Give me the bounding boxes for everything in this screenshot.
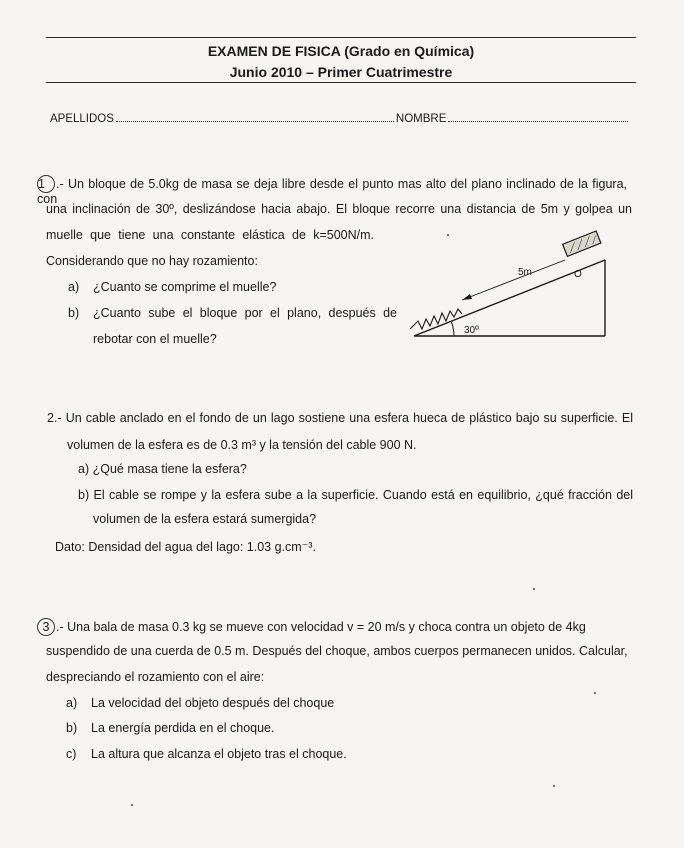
q1-line-1: 1 .- Un bloque de 5.0kg de masa se deja libre desde el punto mas alto del plano inclinado de la figura, con <box>37 177 627 206</box>
q2-line-2: volumen de la esfera es de 0.3 m³ y la tensión del cable 900 N. <box>67 438 417 452</box>
q3-line-3: despreciando el rozamiento con el aire: <box>46 670 265 684</box>
q3-line-1: 3 .- Una bala de masa 0.3 kg se mueve con velocidad v = 20 m/s y choca contra un objeto de 4kg <box>37 618 586 636</box>
scan-speck <box>553 785 555 787</box>
q3-number: 3 <box>37 618 55 636</box>
name-field[interactable] <box>448 120 628 122</box>
name-label: NOMBRE <box>395 113 447 125</box>
spring <box>410 309 462 329</box>
q3-c-marker: c) <box>66 747 77 761</box>
scan-speck <box>131 804 133 806</box>
q3-c-text: La altura que alcanza el objeto tras el choque. <box>91 747 347 761</box>
block <box>563 231 601 256</box>
q3-b-text: La energía perdida en el choque. <box>91 721 275 735</box>
q2-b-text-1: b) El cable se rompe y la esfera sube a la superficie. Cuando está en equilibrio, ¿qué fracción del <box>78 488 633 502</box>
header-top-rule <box>46 37 636 38</box>
q1-number: 1 <box>37 175 55 193</box>
surname-field[interactable] <box>116 120 394 122</box>
exam-subtitle: Junio 2010 – Primer Cuatrimestre <box>229 64 453 80</box>
q2-a-text: a) ¿Qué masa tiene la esfera? <box>78 462 247 476</box>
angle-arc <box>451 321 454 336</box>
inclined-plane-figure <box>400 225 615 350</box>
q3-a-marker: a) <box>66 696 78 710</box>
q1-b-marker: b) <box>68 306 80 320</box>
q1-line-4: Considerando que no hay rozamiento: <box>46 254 258 268</box>
surname-label: APELLIDOS <box>50 113 114 125</box>
q3-b-marker: b) <box>66 721 78 735</box>
scan-speck <box>594 692 596 694</box>
q1-a-marker: a) <box>68 280 80 294</box>
q2-data-note: Dato: Densidad del agua del lago: 1.03 g.cm⁻³. <box>55 540 316 554</box>
scan-speck <box>447 234 449 236</box>
distance-arrow-head <box>462 294 472 300</box>
q3-line-2: suspendido de una cuerda de 0.5 m. Después del choque, ambos cuerpos permanecen unidos. Calcular, <box>46 644 628 658</box>
q3-a-text: La velocidad del objeto después del choque <box>91 696 335 710</box>
q1-b-text-2: rebotar con el muelle? <box>93 332 217 346</box>
scan-speck <box>533 588 535 590</box>
q1-a-text: ¿Cuanto se comprime el muelle? <box>93 280 277 294</box>
q2-b-text-2: volumen de la esfera estará sumergida? <box>93 512 317 526</box>
distance-arrow <box>462 260 565 300</box>
distance-label: 5m <box>518 267 532 278</box>
exam-title: EXAMEN DE FISICA (Grado en Química) <box>207 43 475 59</box>
angle-label: 30º <box>464 325 479 336</box>
q1-b-text-1: ¿Cuanto sube el bloque por el plano, después de <box>93 306 397 320</box>
q1-line-2: una inclinación de 30º, deslizándose hacia abajo. El bloque recorre una distancia de 5m y golpea un <box>46 202 632 216</box>
header-bottom-rule <box>46 82 636 83</box>
q2-line-1: 2.- Un cable anclado en el fondo de un lago sostiene una esfera hueca de plástico bajo su superficie. El <box>47 411 633 425</box>
student-fields <box>50 113 630 125</box>
point-label: O <box>574 269 582 280</box>
q1-line-3: muelle que tiene una constante elástica de k=500N/m. <box>46 228 374 242</box>
